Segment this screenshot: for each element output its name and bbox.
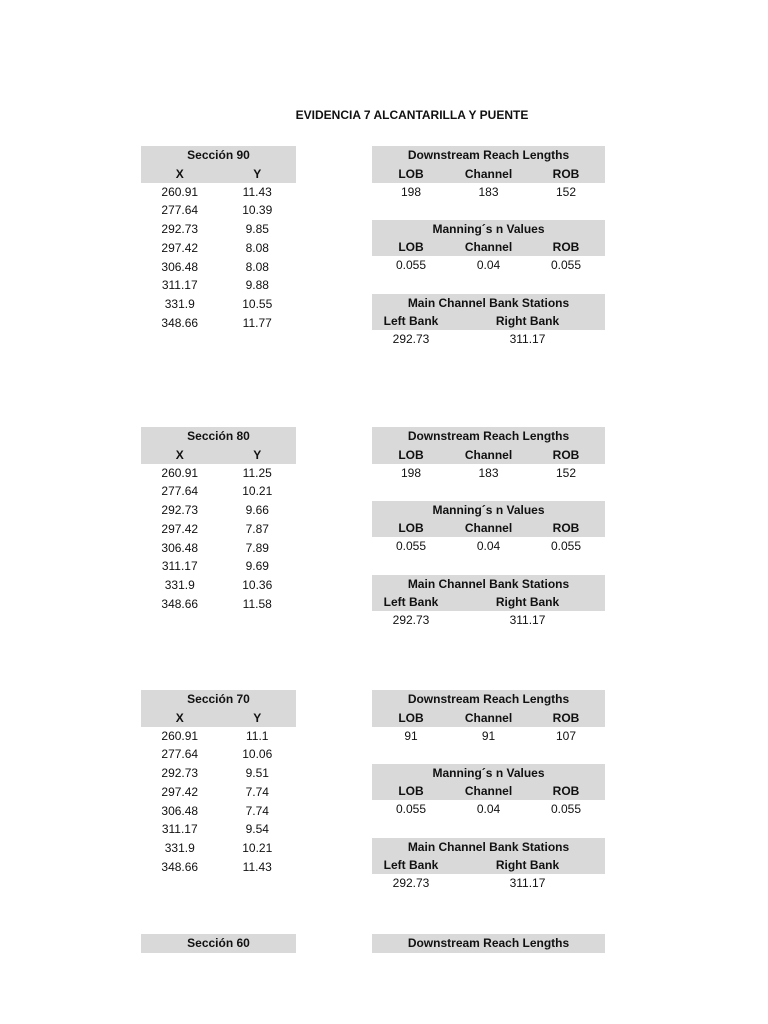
- xy-data-row: [141, 295, 296, 314]
- manning-header-row: [372, 519, 605, 537]
- rob-value: 152: [555, 465, 577, 480]
- x-header: X: [175, 166, 184, 181]
- x-value: 311.17: [161, 278, 198, 293]
- xy-data-row: [141, 858, 296, 877]
- x-value: 292.73: [161, 222, 199, 237]
- left-bank-value: 292.73: [392, 876, 430, 891]
- lob-header: LOB: [398, 240, 424, 255]
- manning-title: Manning´s n Values: [372, 220, 605, 239]
- bank-stations-title: Main Channel Bank Stations: [372, 294, 605, 313]
- xy-data-row: [141, 745, 296, 764]
- y-value: 9.54: [245, 822, 269, 837]
- y-value: 10.21: [242, 841, 273, 856]
- left-bank-value: 292.73: [392, 613, 430, 628]
- lob-header: LOB: [398, 521, 424, 536]
- channel-header: Channel: [464, 166, 513, 181]
- rob-header: ROB: [552, 521, 580, 536]
- x-header: X: [175, 710, 184, 725]
- y-value: 11.43: [242, 184, 272, 199]
- y-value: 7.87: [245, 521, 269, 536]
- x-value: 306.48: [161, 259, 199, 274]
- left-bank-header: Left Bank: [383, 595, 439, 610]
- xy-data-row: [141, 314, 296, 333]
- bank-header-row: [372, 312, 605, 330]
- section-parameters: [372, 146, 605, 367]
- channel-value: 91: [481, 728, 496, 743]
- section-title: Sección 70: [141, 690, 296, 709]
- manning-header-row: [372, 782, 605, 800]
- bank-values-row: [372, 874, 605, 893]
- xy-data-row: [141, 764, 296, 783]
- bank-stations-title: Main Channel Bank Stations: [372, 575, 605, 594]
- x-value: 277.64: [161, 484, 199, 499]
- y-value: 7.89: [245, 540, 269, 555]
- rob-header: ROB: [552, 166, 580, 181]
- left-bank-header: Left Bank: [383, 858, 439, 873]
- x-value: 311.17: [161, 822, 198, 837]
- y-value: 11.1: [246, 728, 269, 743]
- y-header: Y: [253, 447, 262, 462]
- manning-header-row: [372, 238, 605, 256]
- x-value: 306.48: [161, 803, 199, 818]
- y-value: 11.58: [242, 597, 272, 612]
- bank-values-row: [372, 330, 605, 349]
- rob-header: ROB: [552, 447, 580, 462]
- y-value: 9.51: [245, 766, 269, 781]
- reach-lengths-title: Downstream Reach Lengths: [372, 690, 605, 709]
- y-header: Y: [253, 166, 262, 181]
- right-bank-header: Right Bank: [495, 314, 560, 329]
- xy-data-row: [141, 557, 296, 576]
- manning-title: Manning´s n Values: [372, 501, 605, 520]
- x-value: 277.64: [161, 747, 199, 762]
- rob-value: 152: [555, 184, 577, 199]
- xy-data-row: [141, 501, 296, 520]
- x-value: 297.42: [161, 521, 199, 536]
- section-title: Sección 60: [141, 934, 296, 953]
- y-value: 8.08: [245, 240, 269, 255]
- x-value: 297.42: [161, 240, 199, 255]
- manning-values-row: [372, 800, 605, 819]
- xy-header-row: [141, 165, 296, 183]
- x-value: 297.42: [161, 784, 199, 799]
- x-value: 292.73: [161, 766, 199, 781]
- xy-data-row: [141, 576, 296, 595]
- lob-value: 0.055: [395, 802, 427, 817]
- section-parameters: [372, 934, 605, 971]
- right-bank-header: Right Bank: [495, 595, 560, 610]
- xy-data-row: [141, 839, 296, 858]
- xy-data-row: [141, 820, 296, 839]
- y-value: 10.36: [242, 578, 273, 593]
- left-bank-value: 292.73: [392, 332, 430, 347]
- x-value: 277.64: [161, 203, 199, 218]
- xy-table: [141, 934, 296, 953]
- xy-data-row: [141, 201, 296, 220]
- right-bank-header: Right Bank: [495, 858, 560, 873]
- xy-table: [141, 427, 296, 614]
- xy-data-row: [141, 520, 296, 539]
- reach-header-row: [372, 709, 605, 727]
- reach-values-row: [372, 727, 605, 746]
- xy-table: [141, 146, 296, 333]
- right-bank-value: 311.17: [509, 613, 546, 628]
- section-title: Sección 80: [141, 427, 296, 446]
- lob-value: 198: [400, 465, 422, 480]
- y-value: 7.74: [245, 803, 269, 818]
- reach-values-row: [372, 183, 605, 202]
- x-header: X: [175, 447, 184, 462]
- left-bank-header: Left Bank: [383, 314, 439, 329]
- reach-values-row: [372, 464, 605, 483]
- reach-header-row: [372, 165, 605, 183]
- reach-lengths-title: Downstream Reach Lengths: [372, 934, 605, 953]
- x-value: 260.91: [161, 184, 199, 199]
- y-value: 9.66: [245, 503, 269, 518]
- manning-title: Manning´s n Values: [372, 764, 605, 783]
- channel-header: Channel: [464, 521, 513, 536]
- channel-value: 183: [478, 465, 499, 480]
- rob-value: 0.055: [550, 539, 582, 554]
- y-header: Y: [253, 710, 262, 725]
- x-value: 331.9: [164, 841, 195, 856]
- section-title: Sección 90: [141, 146, 296, 165]
- lob-value: 198: [400, 184, 422, 199]
- section-parameters: [372, 690, 605, 911]
- right-bank-value: 311.17: [509, 876, 546, 891]
- x-value: 331.9: [164, 297, 195, 312]
- bank-stations-table: [372, 838, 605, 893]
- lob-header: LOB: [398, 166, 424, 181]
- channel-value: 0.04: [476, 258, 501, 273]
- y-value: 11.77: [242, 316, 272, 331]
- channel-value: 0.04: [476, 802, 501, 817]
- y-value: 9.85: [245, 222, 269, 237]
- bank-header-row: [372, 856, 605, 874]
- reach-header-row: [372, 446, 605, 464]
- xy-data-row: [141, 539, 296, 558]
- y-value: 10.39: [242, 203, 273, 218]
- rob-header: ROB: [552, 784, 580, 799]
- x-value: 348.66: [161, 860, 199, 875]
- xy-data-row: [141, 802, 296, 821]
- lob-value: 0.055: [395, 258, 427, 273]
- x-value: 260.91: [161, 465, 199, 480]
- y-value: 11.25: [242, 465, 272, 480]
- xy-data-row: [141, 464, 296, 483]
- rob-value: 107: [555, 728, 577, 743]
- reach-lengths-table: [372, 146, 605, 201]
- channel-header: Channel: [464, 447, 513, 462]
- channel-value: 0.04: [476, 539, 501, 554]
- channel-header: Channel: [464, 240, 513, 255]
- reach-lengths-table: [372, 934, 605, 953]
- manning-table: [372, 220, 605, 275]
- x-value: 331.9: [164, 578, 195, 593]
- y-value: 10.21: [242, 484, 273, 499]
- lob-value: 91: [404, 728, 418, 743]
- manning-values-row: [372, 537, 605, 556]
- x-value: 306.48: [161, 540, 199, 555]
- section-parameters: [372, 427, 605, 648]
- channel-header: Channel: [464, 710, 513, 725]
- y-value: 8.08: [245, 259, 269, 274]
- bank-stations-table: [372, 575, 605, 630]
- manning-table: [372, 764, 605, 819]
- bank-stations-title: Main Channel Bank Stations: [372, 838, 605, 857]
- channel-header: Channel: [464, 784, 513, 799]
- manning-table: [372, 501, 605, 556]
- reach-lengths-title: Downstream Reach Lengths: [372, 427, 605, 446]
- channel-value: 183: [478, 184, 499, 199]
- xy-data-row: [141, 783, 296, 802]
- rob-header: ROB: [552, 710, 580, 725]
- xy-data-row: [141, 482, 296, 501]
- manning-values-row: [372, 256, 605, 275]
- xy-data-row: [141, 727, 296, 746]
- y-value: 10.06: [242, 747, 273, 762]
- reach-lengths-table: [372, 427, 605, 482]
- xy-data-row: [141, 183, 296, 202]
- xy-header-row: [141, 446, 296, 464]
- xy-data-row: [141, 220, 296, 239]
- x-value: 292.73: [161, 503, 199, 518]
- x-value: 348.66: [161, 597, 199, 612]
- xy-data-row: [141, 276, 296, 295]
- reach-lengths-table: [372, 690, 605, 745]
- y-value: 7.74: [245, 784, 269, 799]
- xy-data-row: [141, 239, 296, 258]
- y-value: 9.69: [245, 559, 269, 574]
- y-value: 9.88: [245, 278, 269, 293]
- xy-header-row: [141, 709, 296, 727]
- lob-header: LOB: [398, 710, 424, 725]
- lob-header: LOB: [398, 447, 424, 462]
- xy-data-row: [141, 595, 296, 614]
- x-value: 260.91: [161, 728, 199, 743]
- x-value: 348.66: [161, 316, 199, 331]
- rob-header: ROB: [552, 240, 580, 255]
- y-value: 10.55: [242, 297, 273, 312]
- bank-header-row: [372, 593, 605, 611]
- y-value: 11.43: [242, 860, 272, 875]
- x-value: 311.17: [161, 559, 198, 574]
- xy-table: [141, 690, 296, 877]
- rob-value: 0.055: [550, 802, 582, 817]
- bank-stations-table: [372, 294, 605, 349]
- document-title: EVIDENCIA 7 ALCANTARILLA Y PUENTE: [295, 108, 529, 122]
- bank-values-row: [372, 611, 605, 630]
- rob-value: 0.055: [550, 258, 582, 273]
- lob-value: 0.055: [395, 539, 427, 554]
- lob-header: LOB: [398, 784, 424, 799]
- reach-lengths-title: Downstream Reach Lengths: [372, 146, 605, 165]
- xy-data-row: [141, 258, 296, 277]
- right-bank-value: 311.17: [509, 332, 546, 347]
